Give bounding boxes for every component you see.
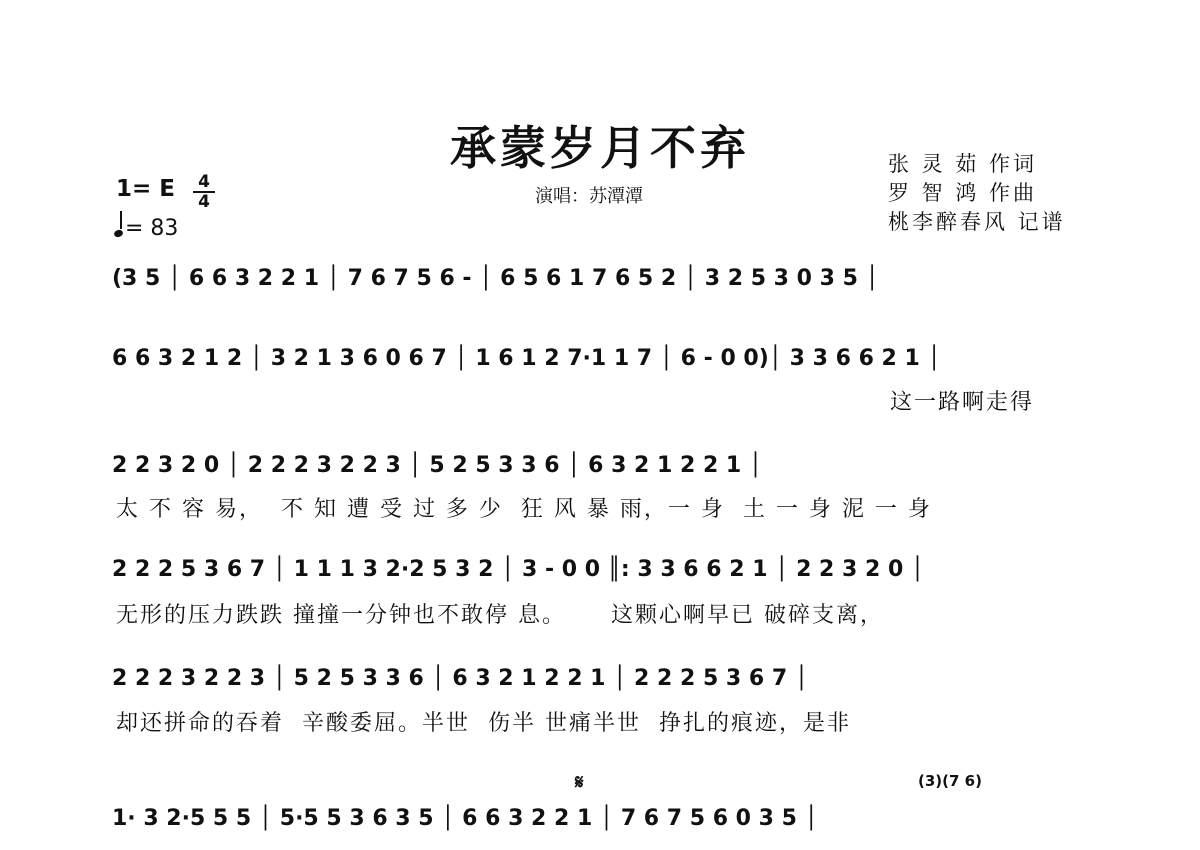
composer-credit: 罗 智 鸿 作曲 — [888, 181, 1038, 205]
lyric-line-3: 太 不 容 易， 不 知 遭 受 过 多 少 狂 风 暴 雨，一 身 土 一 身 泥 一 身 — [116, 497, 932, 522]
segno-sign: 𝄋 — [575, 770, 584, 794]
time-signature — [193, 174, 215, 210]
quarter-note-icon — [113, 229, 124, 239]
tempo-marking — [114, 216, 178, 241]
alternate-ending-mark: (3)(7 6) — [918, 772, 982, 790]
notation-line-1: (3 5 │ 6 6 3 2 2 1 │ 7 6 7 5 6 - │ 6 5 6 1 7 6 5 2 │ 3 2 5 3 0 3 5 │ — [112, 266, 879, 291]
score-title: 承蒙岁月不弃 — [450, 121, 750, 175]
transcriber-credit: 桃李醉春风 记谱 — [888, 210, 1066, 234]
tempo-value: = 83 — [125, 216, 179, 241]
notation-line-6: 1· 3 2·5 5 5 │ 5·5 5 3 6 3 5 │ 6 6 3 2 2 1 │ 7 6 7 5 6 0 3 5 │ — [112, 806, 818, 831]
notation-line-4: 2 2 2 5 3 6 7 │ 1 1 1 3 2·2 5 3 2 │ 3 - 0 0 ║: 3 3 6 6 2 1 │ 2 2 3 2 0 │ — [112, 557, 925, 582]
credits-block — [888, 150, 1066, 237]
lyricist-credit: 张 灵 茹 作词 — [888, 152, 1038, 176]
time-signature-bottom: 4 — [198, 192, 210, 212]
notation-line-2: 6 6 3 2 1 2 │ 3 2 1 3 6 0 6 7 │ 1 6 1 2 7·1 1 7 │ 6 - 0 0)│ 3 3 6 6 2 1 │ — [112, 346, 941, 371]
lyric-line-4: 无形的压力跌跌 撞撞一分钟也不敢停 息。 这颗心啊早已 破碎支离， — [116, 603, 884, 628]
lyric-line-2: 这一路啊走得 — [890, 390, 1035, 415]
lyric-line-5: 却还拼命的吞着 辛酸委屈。半世 伤半 世痛半世 挣扎的痕迹，是非 — [116, 711, 851, 736]
singer-credit: 演唱：苏潭潭 — [535, 186, 643, 207]
notation-line-5: 2 2 2 3 2 2 3 │ 5 2 5 3 3 6 │ 6 3 2 1 2 2 1 │ 2 2 2 5 3 6 7 │ — [112, 666, 809, 691]
key-signature: 1= E — [116, 176, 175, 202]
time-signature-top: 4 — [198, 172, 210, 192]
notation-line-3: 2 2 3 2 0 │ 2 2 2 3 2 2 3 │ 5 2 5 3 3 6 │ 6 3 2 1 2 2 1 │ — [112, 453, 763, 478]
